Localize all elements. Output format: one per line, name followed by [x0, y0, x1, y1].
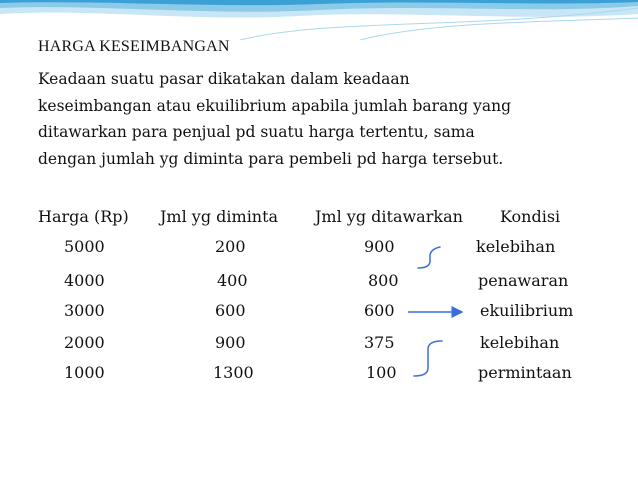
condition-cell: kelebihan [480, 333, 560, 352]
supply-cell: 800 [368, 271, 399, 290]
paragraph-line: dengan jumlah yg diminta para pembeli pd harga tersebut. [38, 149, 504, 168]
demand-cell: 400 [217, 271, 248, 290]
demand-cell: 200 [215, 237, 246, 256]
condition-cell: penawaran [478, 271, 569, 290]
header-jml-ditawarkan: Jml yg ditawarkan [315, 207, 463, 226]
price-cell: 5000 [64, 237, 105, 256]
slide-title: HARGA KESEIMBANGAN [38, 38, 230, 55]
price-cell: 3000 [64, 301, 105, 320]
condition-cell: permintaan [478, 363, 572, 382]
surplus-supply-bracket [418, 247, 440, 268]
condition-cell: ekuilibrium [480, 301, 574, 320]
condition-cell: kelebihan [476, 237, 556, 256]
supply-cell: 100 [366, 363, 397, 382]
demand-cell: 600 [215, 301, 246, 320]
paragraph-line: ditawarkan para penjual pd suatu harga tertentu, sama [38, 123, 475, 141]
header-jml-diminta: Jml yg diminta [160, 207, 279, 226]
supply-cell: 600 [364, 301, 395, 320]
header-harga: Harga (Rp) [38, 207, 129, 226]
paragraph-line: Keadaan suatu pasar dikatakan dalam keadaan [38, 70, 410, 88]
paragraph-line: keseimbangan atau ekuilibrium apabila jumlah barang yang [38, 96, 512, 115]
supply-cell: 900 [364, 237, 395, 256]
surplus-demand-bracket [414, 341, 442, 376]
price-cell: 2000 [64, 333, 105, 352]
header-kondisi: Kondisi [500, 207, 561, 226]
supply-cell: 375 [364, 333, 395, 352]
price-cell: 1000 [64, 363, 105, 382]
demand-cell: 1300 [213, 363, 254, 382]
price-cell: 4000 [64, 271, 105, 290]
demand-cell: 900 [215, 333, 246, 352]
